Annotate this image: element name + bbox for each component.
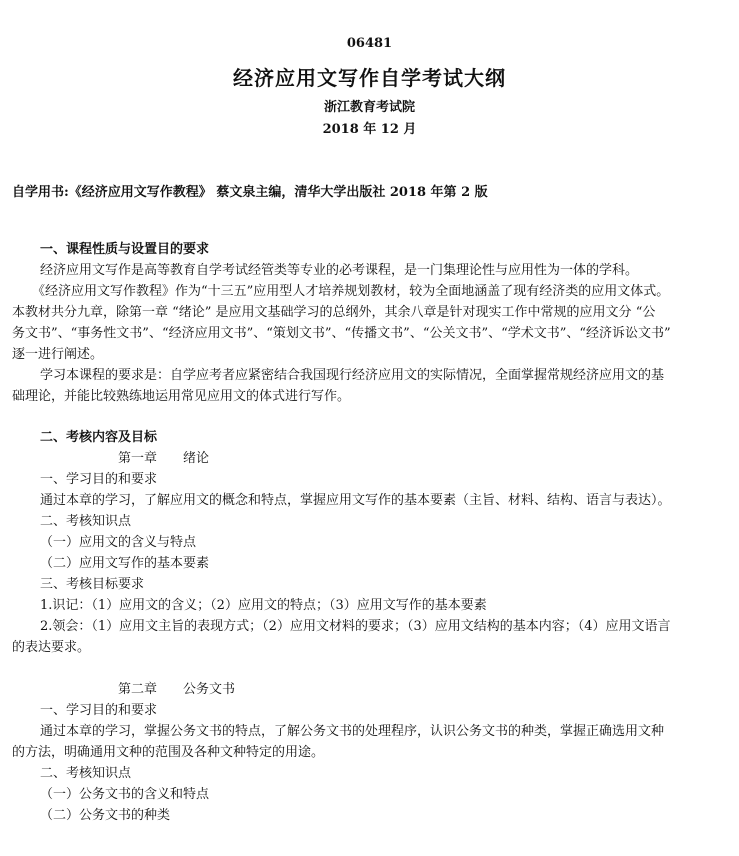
section1-para1-line3: 本教材共分九章，除第一章 “绪论” 是应用文基础学习的总纲外，其余八章是针对现实工作中常规的应用文分 “公 [12,305,656,320]
exam-code: 06481 [346,36,393,51]
chapter1-target-heading: 三、考核目标要求 [40,577,145,592]
section1-para1-line4: 务文书”、“事务性文书”、“经济应用文书”、“策划文书”、“传播文书”、“公关文书”、“学术文书”、“经济诉讼文书” [12,326,671,341]
chapter1-points-heading: 二、考核知识点 [40,514,132,529]
chapter2-goal-line2: 的方法，明确通用文种的范围及各种文种特定的用途。 [12,745,325,760]
organization: 浙江教育考试院 [323,100,415,115]
chapter2-point-1: （一）公务文书的含义和特点 [40,787,210,802]
issue-date: 2018 年 12 月 [322,122,417,137]
document-title: 经济应用文写作自学考试大纲 [233,66,506,90]
chapter1-point-2: （二）应用文写作的基本要素 [40,556,210,571]
chapter1-goal-text: 通过本章的学习，了解应用文的概念和特点，掌握应用文写作的基本要素（主旨、材料、结构、语言与表达）。 [40,493,671,508]
section1-heading: 一、课程性质与设置目的要求 [40,242,210,257]
chapter2-goal-line1: 通过本章的学习，掌握公务文书的特点，了解公务文书的处理程序，认识公务文书的种类，掌握正确选用文种 [40,724,665,739]
section1-para2-line2: 础理论，并能比较熟练地运用常见应用文的体式进行写作。 [12,389,351,404]
section1-para2-line1: 学习本课程的要求是：自学应考者应紧密结合我国现行经济应用文的实际情况，全面掌握常规经济应用文的基 [40,368,665,383]
chapter1-target-2-line2: 的表达要求。 [12,640,91,655]
chapter2-goal-heading: 一、学习目的和要求 [40,703,158,718]
textbook-info: 自学用书:《经济应用文写作教程》 蔡文泉主编，清华大学出版社 2018 年第 2 版 [12,185,488,200]
chapter2-points-heading: 二、考核知识点 [40,766,132,781]
section1-para1-line1: 经济应用文写作是高等教育自学考试经管类等专业的必考课程，是一门集理论性与应用性为一体的学科。 [40,263,639,278]
chapter1-title: 第一章 绪论 [118,451,210,466]
chapter1-point-1: （一）应用文的含义与特点 [40,535,197,550]
chapter1-target-1: 1.识记：（1）应用文的含义；（2）应用文的特点；（3）应用文写作的基本要素 [40,598,487,613]
chapter1-target-2-line1: 2.领会：（1）应用文主旨的表现方式；（2）应用文材料的要求；（3）应用文结构的基本内容；（4）应用文语言 [40,619,671,634]
chapter2-title: 第二章 公务文书 [118,682,236,697]
section1-para1-line5: 逐一进行阐述。 [12,347,104,362]
chapter1-goal-heading: 一、学习目的和要求 [40,472,158,487]
section1-para1-line2: 《经济应用文写作教程》作为“十三五”应用型人才培养规划教材，较为全面地涵盖了现有经济类的应用文体式。 [32,284,670,299]
section2-heading: 二、考核内容及目标 [40,430,158,445]
chapter2-point-2: （二）公务文书的种类 [40,808,171,823]
